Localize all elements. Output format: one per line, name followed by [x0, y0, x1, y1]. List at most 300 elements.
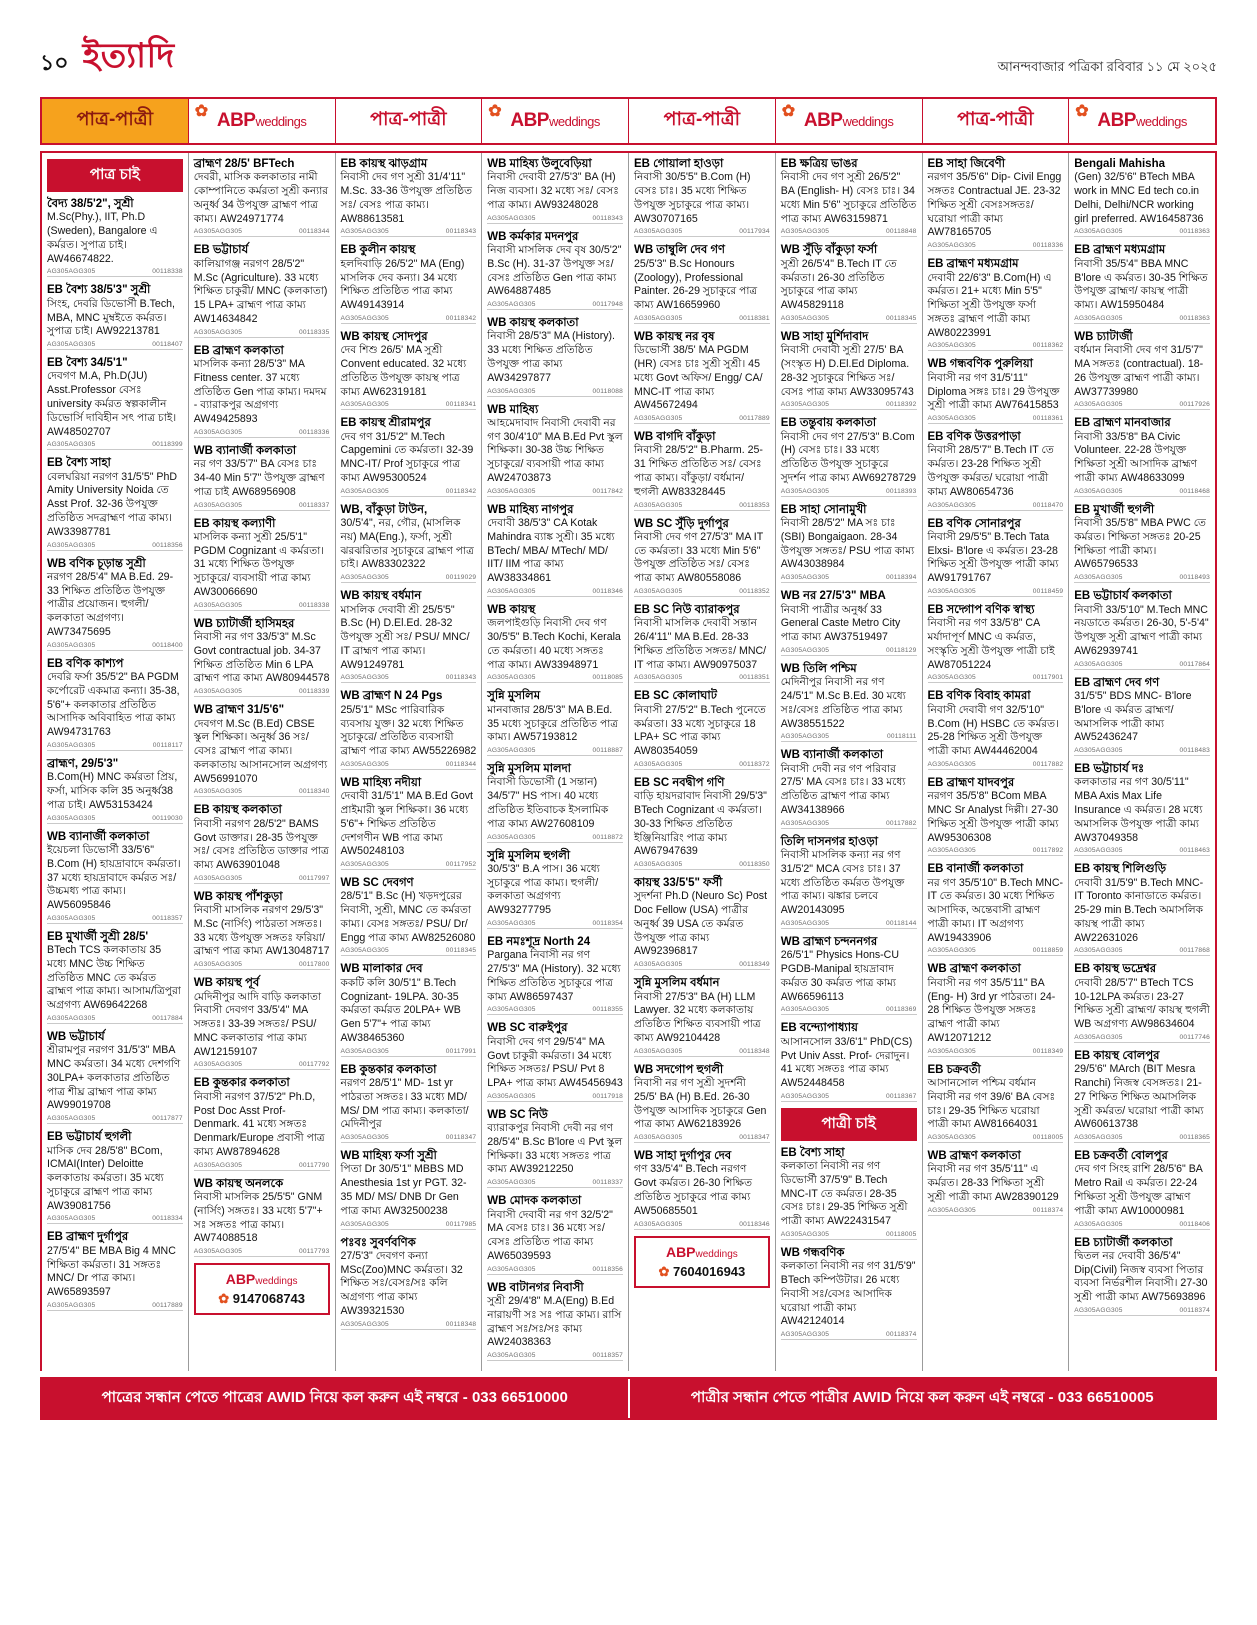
ad-code-left: AG305AGG305: [634, 1220, 683, 1228]
classified-ad: [341, 776, 477, 870]
ad-code-left: AG305AGG305: [47, 1215, 96, 1223]
ad-code-left: AG305AGG305: [47, 641, 96, 649]
ad-code-left: AG305AGG305: [340, 1134, 389, 1142]
ad-code-row: [634, 1221, 770, 1230]
classified-ad: [928, 157, 1064, 251]
ad-title: EB ক্ষত্রিয় ভাঙর: [780, 158, 858, 170]
weddings-label: weddings: [255, 1276, 298, 1288]
ad-reference-number: 00118088: [592, 387, 623, 395]
classified-ad: [781, 835, 917, 929]
ad-code-left: AG305AGG305: [927, 1047, 976, 1055]
ad-body: দেবরী, মাসিক কলকাতার নামী কোম্পানিতে কর্মরতা সুশ্রী কন্যার অনুর্ধ্ব 34 উপযুক্ত ব্রাহ্মণ পাত্র কাম্য। AW24971774: [193, 171, 329, 225]
ad-reference-number: 00118342: [445, 487, 477, 495]
ad-body: বর্ধমান নিবাসী দেব গণ 31/5'7" MA সঙ্গতঃ (contractual). 18-26 উপযুক্ত ব্রাহ্মণ পাত্রী কাম্য। AW37739980: [1074, 344, 1204, 398]
ad-code-left: AG305AGG305: [634, 1134, 683, 1142]
ad-reference-number: 00118470: [1032, 501, 1064, 509]
ad-code-row: [341, 674, 477, 683]
ad-code-left: AG305AGG305: [47, 341, 96, 349]
ad-reference-number: 00117877: [152, 1115, 183, 1123]
ad-reference-number: 00118887: [592, 747, 623, 755]
ad-code-row: [487, 674, 623, 683]
ad-reference-number: 00118349: [1032, 1047, 1064, 1055]
ad-code-row: [487, 1093, 623, 1102]
ad-reference-number: 00118005: [1032, 1134, 1064, 1142]
ad-reference-number: 00118367: [886, 1092, 917, 1100]
ad-reference-number: 00117884: [152, 1015, 183, 1022]
ad-title: EB ব্রাহ্মণ দুর্গাপুর: [47, 1231, 129, 1244]
phone-number[interactable]: ✿ 9147068743: [218, 1291, 306, 1307]
ad-code-left: AG305AGG305: [487, 1265, 536, 1273]
ad-reference-number: 00118374: [886, 1331, 917, 1339]
ad-reference-number: 00118348: [445, 1320, 477, 1328]
ad-reference-number: 00118343: [445, 674, 477, 682]
ad-title: EB ব্রাহ্মণ যাদবপুর: [927, 776, 1015, 789]
classified-ad: [928, 357, 1064, 424]
ad-reference-number: 00118350: [739, 861, 770, 869]
ad-reference-number: 00118407: [152, 341, 183, 349]
ad-code-row: [341, 401, 477, 410]
ad-reference-number: 00118381: [739, 314, 770, 322]
ad-reference-number: 00118493: [1179, 574, 1210, 582]
ad-reference-number: 00118369: [886, 1006, 917, 1014]
section-heading-bride-wanted: পাত্রী চাই: [781, 1108, 917, 1141]
ad-code-left: AG305AGG305: [487, 387, 536, 395]
ad-code-left: AG305AGG305: [487, 1006, 536, 1014]
classified-ad: [194, 243, 330, 337]
classified-ad: [1074, 243, 1210, 323]
ad-code-left: AG305AGG305: [487, 833, 536, 841]
ad-code-left: AG305AGG305: [927, 760, 976, 768]
classified-ad: [1074, 1049, 1210, 1143]
ad-code-left: AG305AGG305: [927, 847, 976, 855]
ad-reference-number: 00118468: [1179, 487, 1210, 495]
ad-reference-number: 00117792: [299, 1061, 330, 1069]
ad-reference-number: 00118355: [592, 1006, 623, 1014]
patra-patri-label: পাত্র-পাত্রী: [663, 109, 741, 130]
ad-code-left: AG305AGG305: [47, 914, 96, 922]
banner-patra-patri-0[interactable]: [42, 99, 189, 143]
ad-body: নিবাসী নরগণ 37/5'2" Ph.D, Post Doc Asst Prof- Denmark. 41 মধ্যে সঙ্গতঃ Denmark/Europe প্রবাসী পাত্র কাম্য AW87894628: [193, 1090, 325, 1158]
ad-body: মাসলিক কন্যা 28/5'3" MA Fitness center. 37 মধ্যে প্রতিষ্ঠিত Gen পাত্র কাম্য। দমদম - ব্যারাকপুর অগ্রগণ্য AW49425893: [193, 358, 327, 426]
ad-body: 25/5'3" B.Sc Honours (Zoology), Professional Painter. 26-29 সুচাকুরে পাত্র কাম্য AW16659960: [634, 257, 758, 312]
ad-title: EB ভট্টাচার্য: [193, 244, 249, 257]
ad-title: EB মুখার্জী সুশ্রী 28/5': [47, 930, 149, 943]
ad-title: EB কায়স্থ ভদ্রেশ্বর: [1074, 963, 1157, 976]
ad-reference-number: 00117793: [299, 1248, 330, 1256]
ad-code-left: AG305AGG305: [340, 861, 389, 869]
ad-code-left: AG305AGG305: [1074, 228, 1123, 236]
ad-title: EB বৈশ্য 38/5'3" সুশ্রী: [47, 284, 151, 297]
ad-code-row: [487, 834, 623, 843]
ad-code-left: AG305AGG305: [193, 601, 243, 609]
ad-title: WB মাহিষ্য ফর্সা সুশ্রী: [340, 1150, 437, 1163]
ad-title: WB সাহা মুর্শিদাবাদ: [780, 330, 869, 343]
ad-code-row: [1074, 847, 1210, 856]
ad-code-row: [1074, 574, 1210, 583]
ad-title: EB ব্রাহ্মণ মানবাজার: [1074, 417, 1171, 430]
ad-reference-number: 00118363: [1179, 314, 1210, 322]
ad-title: সুন্নি মুসলিম বর্ধমান: [634, 977, 720, 990]
ad-code-left: AG305AGG305: [780, 819, 830, 827]
classified-column-col-8: [1069, 153, 1215, 1371]
classified-ad: [1074, 862, 1210, 956]
ad-code-left: AG305AGG305: [1074, 947, 1123, 955]
ad-code-left: AG305AGG305: [780, 1331, 830, 1339]
ad-body: নিবাসী দেবাবী সুশ্রী 27/5' BA (সংস্কৃত H) D.El.Ed Diploma. 28-32 সুচাকুরে শিক্ষিত সঃ/বেসঃ পাত্র কাম্য AW33095743: [780, 344, 914, 398]
ad-code-row: [487, 388, 623, 397]
classified-ad: [781, 1246, 917, 1340]
classified-column-col-7: [923, 153, 1070, 1371]
classified-ad: [487, 403, 623, 497]
ad-reference-number: 00118357: [592, 1352, 623, 1360]
masthead: [0, 0, 1257, 91]
ad-code-row: [194, 1061, 330, 1070]
ad-reference-number: 00118356: [152, 541, 183, 549]
ad-reference-number: 00118345: [445, 947, 477, 955]
classified-ad: [47, 557, 183, 651]
classified-ad: [341, 1063, 477, 1143]
ad-reference-number: 00119029: [445, 574, 477, 582]
ad-body: দেবরি ফর্সা 35/5'2" BA PGDM কর্পোরেট একমাত্র কন্যা। 35-38, 5'6"+ কলকাতার প্রতিষ্ঠিত আসাদিক অবিবাহিত পাত্র কাম্য AW94731763: [47, 671, 180, 739]
ad-reference-number: 00118338: [152, 268, 183, 276]
ad-body: দেবাবী 22/6'3" B.Com(H) এ কর্মরত। 21+ মধ্যে Min 5'5" শিক্ষিতা সুশ্রী উপযুক্ত ফর্সা সঙ্গতঃ ব্রাহ্মণ পাত্রী কাম্য AW80223991: [927, 271, 1052, 339]
ad-title: WB কায়স্থ পাঁশকুড়া: [193, 890, 283, 903]
ad-body: গণ 33/5'4" B.Tech নরগণ Govt কর্মরত। 26-30 শিক্ষিত প্রতিষ্ঠিত সুচাকুরে পাত্র কাম্য AW50685501: [634, 1163, 753, 1217]
ad-title: WB সদগোপ হুগলী: [634, 1063, 724, 1076]
ad-title: পঃবঃ সুবর্ণবণিক: [340, 1236, 416, 1249]
classified-ad: [341, 416, 477, 496]
ad-code-left: AG305AGG305: [634, 861, 683, 869]
abp-logo-text: ABP: [803, 110, 843, 131]
classified-ad: [487, 603, 623, 683]
classified-ad: [1074, 330, 1210, 410]
ad-title: EB কায়স্থ কলকাতা: [193, 804, 282, 817]
ad-reference-number: 00117864: [1179, 660, 1210, 668]
classified-ad: [1074, 762, 1210, 856]
classified-ad: [634, 776, 770, 870]
ad-code-left: AG305AGG305: [1074, 487, 1123, 495]
ad-code-row: [194, 329, 330, 338]
classified-column-col-4: [482, 153, 629, 1371]
ad-reference-number: 00118085: [592, 674, 623, 682]
ad-code-row: [781, 647, 917, 656]
ad-body: নিবাসী মাসলিক 25/5'5" GNM (নার্সিং) সঙ্গতঃ। 33 মধ্যে 5'7"+ সঃ সঙ্গতঃ পাত্র কাম্য। AW74088518: [193, 1191, 323, 1245]
classified-ad: [194, 803, 330, 883]
ad-code-left: AG305AGG305: [47, 268, 96, 276]
ad-body: দেব গণ 31/5'2" M.Tech Capgemini তে কর্মরতা। 32-39 MNC-IT/ Prof সুচাকুরে পাত্র কাম্য AW95300524: [340, 430, 474, 484]
ad-title: WB সাহা দুর্গাপুর দেব: [634, 1150, 732, 1163]
ad-body: নিবাসী দেবী নর গণ পরিবার 27/5' MA বেসঃ চাঃ। 33 মধ্যে প্রতিষ্ঠিত ব্রাহ্মণ পাত্র কাম্য AW34138966: [780, 762, 906, 816]
ad-reference-number: 00118339: [299, 688, 330, 696]
ad-body: নিবাসী 30/5'5" B.Com (H) বেসঃ চাঃ। 35 মধ্যে শিক্ষিত উপযুক্ত সুচাকুরে পাত্র কাম্য। AW30707165: [634, 171, 751, 225]
ad-code-left: AG305AGG305: [487, 919, 536, 927]
abp-weddings-phone-box[interactable]: [194, 1263, 330, 1315]
ad-code-row: [928, 947, 1064, 956]
ad-code-left: AG305AGG305: [193, 1061, 243, 1069]
ad-code-row: [634, 674, 770, 683]
ad-body: 27/5'4" BE MBA Big 4 MNC শিক্ষিতা কর্মরতা। 31 সঙ্গতঃ MNC/ Dr পাত্র কাম্য। AW65893597: [47, 1244, 176, 1299]
ad-body: দ্বিতল নর দেবাবী 36/5'4" Dip(Civil) নিজস্ব ব্যবসা পিতার ব্যবসা নির্ভরশীল নিবাসী। 27-30 সুশ্রী পাত্রী কাম্য AW75693896: [1074, 1249, 1208, 1304]
abp-logo: ABPweddings: [225, 1271, 298, 1288]
footer-bride-helpline[interactable]: পাত্রীর সন্ধান পেতে পাত্রীর AWID নিয়ে কল করুন এই নম্বরে - 033 66510005: [690, 1389, 1154, 1407]
ad-code-left: AG305AGG305: [780, 646, 830, 654]
ad-code-left: AG305AGG305: [927, 1134, 976, 1142]
ad-code-row: [634, 1134, 770, 1143]
ad-reference-number: 00118335: [299, 328, 330, 336]
ad-code-left: AG305AGG305: [340, 1220, 389, 1228]
ad-body: বেলঘরিয়া নরগণ 31/5'5" PhD Amity University Noida তে Asst Prof. 32-36 উপযুক্ত প্রতিষ্ঠিত সদব্রাহ্মণ পাত্র কাম্য। AW33987781: [47, 470, 178, 538]
ad-code-left: AG305AGG305: [487, 1352, 536, 1360]
ad-reference-number: 00118374: [1032, 1206, 1064, 1214]
ad-code-row: [634, 228, 770, 237]
ad-body: দেব গণ সিংহ রাশি 28/5'6" BA Metro Rail এ কর্মরত। 22-24 শিক্ষিতা সুশ্রী উপযুক্ত ব্রাহ্মণ পাত্রী কাম্য AW10000981: [1074, 1163, 1203, 1217]
ad-code-left: AG305AGG305: [927, 947, 976, 955]
ad-code-row: [341, 488, 477, 497]
classified-ad: [487, 1194, 623, 1274]
ad-title: EB সাহা জিবেণী: [927, 158, 1006, 170]
ad-body: নর গণ 33/5'7" BA বেসঃ চাঃ 34-40 Min 5'7" উপযুক্ত ব্রাহ্মণ পাত্র চাই AW68956908: [193, 458, 325, 498]
ad-code-row: [634, 315, 770, 324]
ad-body: নিবাসী পাত্রীর অনুর্ধ্ব 33 General Caste Metro City পাত্র কাম্য AW37519497: [780, 603, 901, 644]
ad-reference-number: 00118005: [886, 1231, 917, 1239]
ad-code-left: AG305AGG305: [634, 501, 683, 509]
classified-ad: [781, 330, 917, 410]
ad-reference-number: 00118374: [1179, 1306, 1210, 1314]
ad-code-left: AG305AGG305: [193, 1248, 243, 1256]
ad-title: WB চ্যাটার্জী হাসিমহর: [193, 617, 295, 630]
ad-title: EB মুখার্জী হুগলী: [1074, 503, 1155, 516]
ad-code-row: [1074, 228, 1210, 237]
ad-code-left: AG305AGG305: [47, 441, 96, 449]
ad-body: ইয়েচলা ডিভোর্সী 33/5'6" B.Com (H) হায়দ্রাবাদে কর্মরতা। 37 মধ্যে হায়দ্রাবাদে কর্মরত সঃ/ উচ্চমধ্য পাত্র কাম্য। AW56095846: [47, 843, 181, 912]
ad-title: EB নমঃশূদ্র North 24: [487, 935, 591, 948]
ad-code-left: AG305AGG305: [340, 401, 389, 409]
classified-ad: [634, 976, 770, 1056]
ad-code-row: [781, 315, 917, 324]
ad-code-left: AG305AGG305: [927, 501, 976, 509]
ad-code-row: [634, 415, 770, 424]
banner-abp-weddings-5[interactable]: [776, 99, 923, 143]
ad-body: নিবাসী নর গণ সুশ্রী সুদর্শনী 25/5' BA (H) B.Ed. 26-30 উপযুক্ত আসাদিক সুচাকুরে Gen পাত্র কাম্য AW62183926: [634, 1077, 767, 1131]
classified-ad: [47, 657, 183, 751]
banner-abp-weddings-7[interactable]: [1069, 99, 1215, 143]
classified-ad: [194, 444, 330, 511]
classified-ad: [341, 157, 477, 237]
classified-ad: [341, 1149, 477, 1229]
ad-body: নিবাসী নরগণ 28/5'2" BAMS Govt ডাক্তার। 28-35 উপযুক্ত সঃ/ বেসঃ প্রতিষ্ঠিত ডাক্তার পাত্র কাম্য AW63901048: [193, 817, 329, 872]
ad-code-row: [47, 542, 183, 551]
ad-code-left: AG305AGG305: [193, 874, 243, 882]
classified-ad: [487, 1021, 623, 1101]
ad-code-row: [487, 215, 623, 224]
classified-ad: [341, 243, 477, 323]
ad-title: EB বণিক বিবাহ কামরা: [927, 690, 1031, 703]
ad-body: সুশ্রী 29/4'8" M.A(Eng) B.Ed নারায়ণী সঃ সঃ পাত্র কাম্য। রাসি ব্রাহ্মণ সঃ/সঃ/সঃ কাম্য AW24038363: [487, 1295, 622, 1349]
ad-body: নিবাসী 35/5'4" BBA MNC B'lore এ কর্মরত। 30-35 শিক্ষিত উপযুক্ত ব্রাহ্মণ/ কায়স্থ পাত্রী কাম্য। AW15950484: [1074, 257, 1208, 312]
classified-column-col-6: [776, 153, 923, 1371]
ad-reference-number: 00118365: [1179, 1134, 1210, 1142]
ad-title: EB সদ্গোপ বণিক স্বাস্থ্য: [927, 603, 1035, 616]
ad-code-row: [634, 761, 770, 770]
ad-title: WB SC নিউ: [487, 1108, 548, 1121]
ad-code-left: AG305AGG305: [47, 1015, 96, 1022]
ad-body: M.Sc(Phy.), IIT, Ph.D (Sweden), Bangalore এ কর্মরত। সুপাত্র চাই। AW46674822.: [47, 211, 158, 265]
banner-patra-patri-6[interactable]: [923, 99, 1070, 143]
classified-ad: [781, 503, 917, 583]
banner-patra-patri-2[interactable]: [336, 99, 483, 143]
ad-body: (Gen) 32/5'6" BTech MBA work in MNC Ed tech co.in Delhi, Delhi/NCR working girl preferred. AW16458736: [1074, 171, 1204, 225]
ad-body: আহমেদাবাদ নিবাসী দেবাবী নর গণ 30/4'10" MA B.Ed Pvt স্কুল শিক্ষিকা। 30-38 উচ্চ শিক্ষিত সুচাকুরে/ ব্যবসায়ী পাত্র কাম্য AW24703873: [487, 416, 623, 484]
ad-title: EB ভট্টাচার্য কলকাতা: [1074, 590, 1172, 603]
ad-title: WB কায়স্থ পূর্ব: [193, 977, 260, 990]
ad-code-left: AG305AGG305: [780, 1006, 830, 1014]
ad-reference-number: 00118483: [1179, 747, 1210, 755]
abp-weddings-phone-box[interactable]: [634, 1236, 770, 1288]
ad-body: ককটি কলি 30/5'1" B.Tech Cognizant- 19LPA. 30-35 কর্মরতা কর্মরত 20LPA+ WB Gen 5'7"+ পাত্র কাম্য AW38465360: [340, 976, 461, 1044]
page-number: ১০: [40, 50, 69, 75]
ad-body: কালিয়াগঞ্জ নরগণ 28/5'2" M.Sc (Agriculture). 33 মধ্যে শিক্ষিত চাকুরী/ MNC (কলকাতা) 15 LPA+ ব্রাহ্মণ পাত্র কাম্য AW14634842: [193, 257, 328, 325]
patra-patri-label: পাত্র-পাত্রী: [76, 109, 154, 130]
ad-code-left: AG305AGG305: [47, 814, 96, 822]
ad-title: WB গন্ধবণিক: [780, 1247, 845, 1260]
classified-ad: [47, 1230, 183, 1310]
ad-reference-number: 00118362: [1032, 342, 1064, 350]
ad-code-row: [341, 1048, 477, 1057]
classified-ad: [781, 416, 917, 496]
ad-reference-number: 00118392: [886, 401, 917, 409]
banner-abp-weddings-1[interactable]: [189, 99, 336, 143]
ad-reference-number: 00118342: [445, 314, 477, 322]
classified-ad: [341, 589, 477, 683]
ad-title: EB বৈশ্য 34/5'1": [47, 357, 128, 370]
ad-reference-number: 00118111: [887, 733, 917, 741]
ad-title: কায়স্থ 33/5'5" ফর্সী: [634, 877, 723, 890]
classified-ad: [194, 517, 330, 611]
page-title: ইত্যাদি: [82, 37, 175, 75]
ad-reference-number: 00117918: [592, 1092, 623, 1100]
ad-title: WB মাহিষ্য উলুবেড়িয়া: [487, 158, 592, 170]
ad-code-row: [194, 875, 330, 884]
ad-title: তিলি দাসনগর হাওড়া: [780, 835, 879, 848]
ad-title: EB সাহা সোনামুখী: [780, 503, 867, 516]
ad-code-left: AG305AGG305: [780, 574, 830, 582]
ad-code-left: AG305AGG305: [340, 1047, 389, 1055]
ad-title: EB বণিক কাশ্যপ: [47, 657, 124, 670]
patra-patri-label: পাত্র-পাত্রী: [370, 109, 447, 130]
ad-code-left: AG305AGG305: [1074, 1033, 1123, 1041]
ad-body: নিবাসী মাসলিক দেব বৃষ 30/5'2" B.Sc (H). 31-37 উপযুক্ত সঃ/ বেসঃ প্রতিষ্ঠিত Gen পাত্র কাম্য AW64887485: [487, 244, 622, 298]
ad-code-left: AG305AGG305: [487, 1092, 536, 1100]
classified-ad: [1074, 676, 1210, 756]
phone-number[interactable]: ✿ 7604016943: [658, 1263, 746, 1279]
classified-ad: [928, 689, 1064, 769]
ad-body: কলকাতা নিবাসী নর গণ 31/5'9" BTech কম্পিউটার। 26 মধ্যে নিবাসী সঃ/বেসঃ আসাদিক ঘরোয়া পাত্রী কাম্য AW42124014: [780, 1260, 916, 1328]
ad-title: WB ব্যানার্জী কলকাতা: [193, 444, 297, 457]
ad-title: EB কায়স্থ বোলপুর: [1074, 1049, 1160, 1062]
ad-code-row: [781, 820, 917, 829]
ad-reference-number: 00118338: [299, 601, 330, 609]
ad-code-left: AG305AGG305: [634, 961, 683, 969]
ad-code-left: AG305AGG305: [193, 688, 243, 696]
classified-ad: [634, 157, 770, 237]
banner-abp-weddings-3[interactable]: [482, 99, 629, 143]
ad-code-left: AG305AGG305: [487, 487, 536, 495]
ad-code-row: [487, 1266, 623, 1275]
ad-body: নিবাসী নর গণ 35/5'11" BA (Eng- H) 3rd yr পাঠরতা। 24-28 শিক্ষিত উপযুক্ত সঙ্গতঃ ব্রাহ্মণ পাত্রী কাম্য AW12071212: [927, 976, 1056, 1044]
ad-title: WB কায়স্থ কলকাতা: [487, 317, 579, 330]
ad-code-row: [781, 401, 917, 410]
classified-ad: [341, 1236, 477, 1330]
ad-reference-number: 00118344: [445, 760, 477, 768]
ad-body: নরগণ 35/5'6" Dip- Civil Engg সঙ্গতঃ Contractual JE. 23-32 শিক্ষিত সুশ্রী বেসঃসঙ্গতঃ/ ঘরোয়া পাত্রী কাম্য AW78165705: [927, 171, 1062, 239]
ad-title: WB বাটানগর নিবাসী: [487, 1281, 584, 1294]
ad-code-row: [928, 588, 1064, 597]
ad-code-row: [1074, 488, 1210, 497]
classified-ad: [634, 430, 770, 510]
ad-title: EB ভট্টাচার্য দঃ: [1074, 763, 1145, 776]
ad-title: বৈদ্য 38/5'2", সুশ্রী: [47, 198, 134, 210]
ad-reference-number: 00117889: [152, 1301, 183, 1309]
ad-title: WB ব্রাহ্মণ 31/5'6": [193, 704, 285, 717]
ad-title: WB কায়স্থ সোদপুর: [340, 330, 428, 343]
ad-reference-number: 00117991: [445, 1047, 477, 1055]
ad-title: EB SC কোলাঘাট: [634, 690, 717, 703]
classified-ad: [487, 316, 623, 396]
ad-reference-number: 00118394: [886, 574, 917, 582]
classified-ad: [341, 876, 477, 956]
classified-ad: [47, 1130, 183, 1224]
classified-ad: [634, 1149, 770, 1229]
ad-body: পিতা Dr 30/5'1" MBBS MD Anesthesia 1st yr PGT. 32-35 MD/ MS/ DNB Dr Gen পাত্র কাম্য AW32500238: [340, 1163, 467, 1217]
classified-ad: [341, 689, 477, 769]
ad-title: Bengali Mahisha: [1074, 158, 1165, 170]
ad-body: দেব শিশু 26/5' MA সুশ্রী Convent educated. 32 মধ্যে প্রতিষ্ঠিত উপযুক্ত কায়স্থ পাত্র কাম্য AW62319181: [340, 344, 467, 398]
ad-code-left: AG305AGG305: [193, 1161, 243, 1169]
footer-groom-helpline[interactable]: পাত্রের সন্ধান পেতে পাত্রের AWID নিয়ে কল করুন এই নম্বরে - 033 66510000: [42, 1379, 630, 1418]
classified-ad: [781, 243, 917, 323]
ad-body: নিবাসী 29/5'5" B.Tech Tata Elxsi- B'lore এ কর্মরত। 23-28 শিক্ষিত সুশ্রী উপযুক্ত পাত্রী কাম্য AW91791767: [927, 530, 1059, 585]
ad-body: দেবাবী 28/5'7" BTech TCS 10-12LPA কর্মরত। 23-27 শিক্ষিত সুশ্রী ব্রাহ্মণ/ কায়স্থ হুগলী WB অগ্রগণ্য AW98634604: [1074, 976, 1210, 1031]
classified-ad: [928, 862, 1064, 956]
ad-code-row: [47, 742, 183, 751]
banner-patra-patri-4[interactable]: [629, 99, 776, 143]
classified-ad: [1074, 416, 1210, 496]
ad-code-left: AG305AGG305: [634, 760, 683, 768]
ad-code-left: AG305AGG305: [780, 314, 830, 322]
ad-reference-number: 00118356: [592, 1265, 623, 1273]
ad-reference-number: 00117790: [299, 1161, 330, 1169]
ad-reference-number: 00117926: [1179, 401, 1210, 409]
ad-banner-strip: [40, 97, 1217, 145]
ad-title: EB বৈশ্য সাহা: [780, 1146, 845, 1159]
ad-body: নিবাসী দেবাবী 27/5'3" BA (H) নিজ ব্যবসা। 32 মধ্যে সঃ/ বেসঃ পাত্র কাম্য। AW93248028: [487, 171, 619, 211]
butterfly-icon: ✿: [488, 103, 502, 120]
ad-code-row: [1074, 947, 1210, 956]
ad-reference-number: 00118349: [739, 961, 770, 969]
ad-code-left: AG305AGG305: [634, 1047, 683, 1055]
ad-code-row: [47, 441, 183, 450]
classified-ad: [194, 890, 330, 970]
classified-ad: [47, 830, 183, 924]
ad-code-left: AG305AGG305: [487, 301, 536, 309]
ad-code-row: [634, 861, 770, 870]
ad-code-row: [928, 502, 1064, 511]
ad-code-left: AG305AGG305: [1074, 847, 1123, 855]
classified-ad: [634, 689, 770, 769]
ad-code-left: AG305AGG305: [487, 214, 536, 222]
ad-code-row: [781, 733, 917, 742]
ad-body: নিবাসী 28/5'7" B.Tech IT তে কর্মরত। 23-28 শিক্ষিত সুশ্রী উপযুক্ত কর্মরত/ ঘরোয়া পাত্রী কাম্য AW80654736: [927, 444, 1054, 498]
